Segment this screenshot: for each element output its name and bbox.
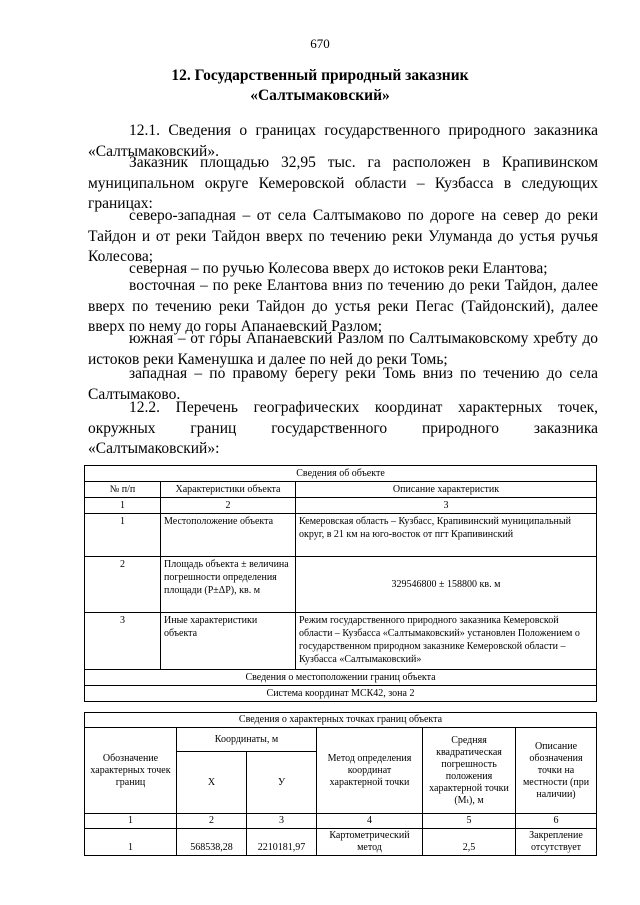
table-row: [85, 514, 597, 557]
column-number: 2: [161, 498, 296, 514]
column-number: 2: [177, 814, 247, 829]
row-description: 329546800 ± 158800 кв. м: [296, 557, 597, 613]
text-line: вверх по нему до горы Апанаевский Разлом;: [88, 318, 383, 335]
row-number: 3: [85, 613, 161, 670]
column-header: Координаты, м: [177, 728, 317, 752]
boundary-points-table: [84, 712, 597, 856]
table-header-row: [85, 482, 597, 498]
column-header: Характеристики объекта: [161, 482, 296, 498]
text-line: Салтымаково.: [88, 385, 181, 403]
text-line: Заказник площадью 32,95 тыс. га расположен в Крапивинском: [129, 154, 598, 171]
row-number: 1: [85, 514, 161, 557]
point-id: 1: [85, 829, 177, 856]
coordinate-system: Система координат МСК42, зона 2: [85, 686, 597, 702]
text-line: «Салтымаковский»:: [88, 440, 220, 457]
column-header: У: [247, 752, 317, 814]
text-line: северная – по ручью Колесова вверх до истоков реки Елантова;: [129, 260, 548, 277]
row-name: Площадь объекта ± величина погрешности определения площади (P±ΔP), кв. м: [161, 557, 296, 613]
text-line: муниципальном округе Кемеровской области – Кузбасса в следующих: [88, 174, 598, 192]
column-header: Обозначение характерных точек границ: [85, 728, 177, 814]
column-header: Средняя квадратическая погрешность положения характерной точки (Mₜ), м: [423, 728, 516, 814]
text-line: вверх по течению реки Тайдон до устья реки Пегас (Тайдонский), далее: [88, 297, 598, 315]
row-name: Иные характеристики объекта: [161, 613, 296, 670]
text-line: западная – по правому берегу реки Томь вниз по течению до села: [129, 365, 598, 382]
column-number: 5: [423, 814, 516, 829]
column-header: № п/п: [85, 482, 161, 498]
text-line: 12.2. Перечень географических координат характерных точек,: [129, 399, 598, 416]
text-line: «Салтымаковский».: [88, 142, 219, 160]
column-header: X: [177, 752, 247, 814]
column-number-row: [85, 498, 597, 514]
column-header: Описание обозначения точки на местности (при наличии): [516, 728, 597, 814]
section-title-line2: «Салтымаковский»: [250, 87, 390, 104]
table-row: [85, 557, 597, 613]
paragraph-12-2: [88, 398, 598, 460]
point-error: 2,5: [423, 829, 516, 856]
column-number: 3: [296, 498, 597, 514]
column-header: Метод определения координат характерной точки: [317, 728, 423, 814]
table-header-row: [85, 728, 597, 752]
section-header-row: [85, 670, 597, 686]
text-line: окружных границ государственного природного заказника: [88, 419, 598, 437]
text-line: Колесова;: [88, 248, 154, 265]
column-number: 6: [516, 814, 597, 829]
section-title-line1: 12. Государственный природный заказник: [171, 67, 469, 84]
object-info-table: [84, 465, 597, 702]
text-line: истоков реки Каменушка и далее по ней до реки Томь;: [88, 350, 448, 368]
section-title: [0, 66, 640, 106]
column-number: 3: [247, 814, 317, 829]
point-x: 568538,28: [177, 829, 247, 856]
section-header-row: [85, 686, 597, 702]
table-header-row: [85, 713, 597, 728]
table-title: Сведения об объекте: [85, 466, 597, 482]
point-method: Картометрический метод: [317, 829, 423, 856]
table-row: [85, 613, 597, 670]
column-number: 4: [317, 814, 423, 829]
row-number: 2: [85, 557, 161, 613]
text-line: 12.1. Сведения о границах государственного природного заказника: [129, 122, 598, 139]
column-number-row: [85, 814, 597, 829]
text-line: северо-западная – от села Салтымаково по дороге на север до реки: [129, 207, 598, 224]
text-line: восточная – по реке Елантова вниз по течению до реки Тайдон, далее: [129, 277, 598, 294]
table-title: Сведения о характерных точках границ объекта: [85, 713, 597, 728]
row-description: Кемеровская область – Кузбасс, Крапивинский муниципальный округ, в 21 км на юго-восток от пгт Крапивинский: [296, 514, 597, 557]
text-line: южная – от горы Апанаевский Разлом по Салтымаковскому хребту до: [129, 330, 598, 347]
row-description: Режим государственного природного заказника Кемеровской области – Кузбасса «Салтымаковский» установлен Положением о государственном природном заказнике Кемеровской области – Кузбасса «Салтымаковский»: [296, 613, 597, 670]
column-header: Описание характеристик: [296, 482, 597, 498]
text-line: границах:: [88, 195, 153, 212]
point-marking: Закрепление отсутствует: [516, 829, 597, 856]
point-y: 2210181,97: [247, 829, 317, 856]
location-header: Сведения о местоположении границ объекта: [85, 670, 597, 686]
table-header-row: [85, 466, 597, 482]
page-number: 670: [310, 36, 330, 51]
column-number: 1: [85, 498, 161, 514]
column-number: 1: [85, 814, 177, 829]
table-row: [85, 829, 597, 856]
text-line: Тайдон и от реки Тайдон вверх по течению реки Улуманда до устья ручья: [88, 227, 598, 245]
row-name: Местоположение объекта: [161, 514, 296, 557]
